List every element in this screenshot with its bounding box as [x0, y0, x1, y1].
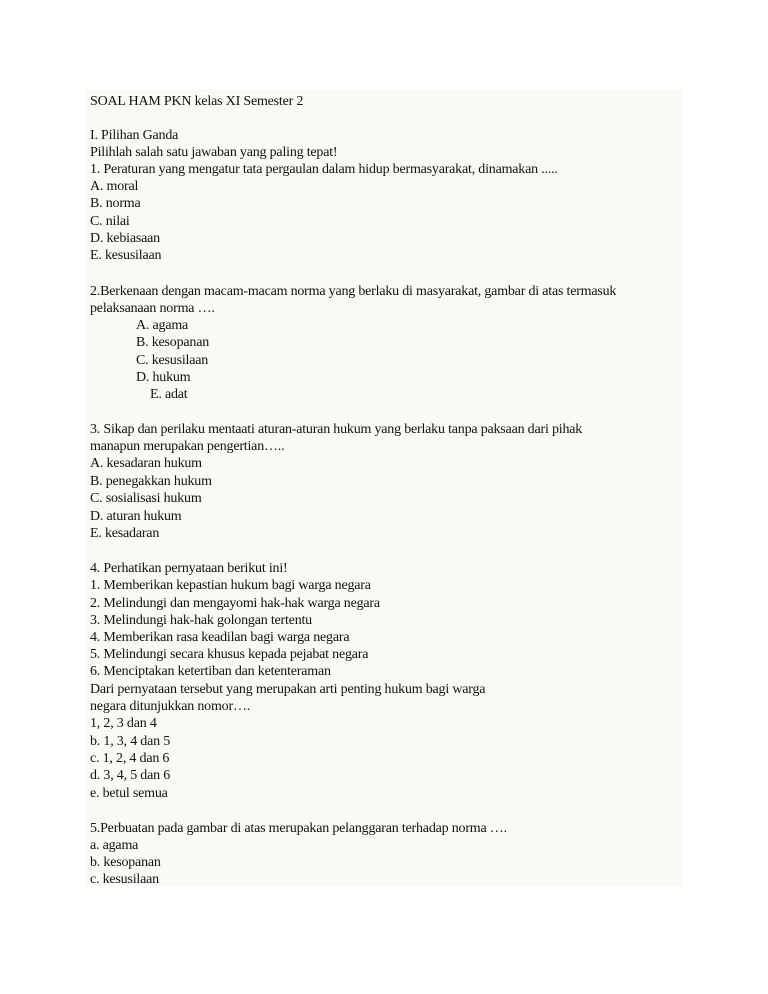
question-4-statement-2: 2. Melindungi dan mengayomi hak-hak warga negara — [90, 596, 380, 611]
question-4-statement-3: 3. Melindungi hak-hak golongan tertentu — [90, 613, 312, 628]
question-5-option-c: c. kesusilaan — [90, 872, 159, 887]
question-1-option-d: D. kebiasaan — [90, 231, 160, 246]
question-3-stem-line-1: 3. Sikap dan perilaku mentaati aturan-aturan hukum yang berlaku tanpa paksaan dari pihak — [90, 422, 583, 437]
question-2-option-e: E. adat — [150, 387, 188, 402]
question-4-option-c: c. 1, 2, 4 dan 6 — [90, 751, 170, 766]
question-4-question-line-2: negara ditunjukkan nomor…. — [90, 699, 251, 714]
question-4-statement-4: 4. Memberikan rasa keadilan bagi warga negara — [90, 630, 350, 645]
question-4-question-line-1: Dari pernyataan tersebut yang merupakan arti penting hukum bagi warga — [90, 682, 486, 697]
instruction-text: Pilihlah salah satu jawaban yang paling tepat! — [90, 145, 338, 160]
question-3-option-b: B. penegakkan hukum — [90, 474, 212, 489]
question-4-option-d: d. 3, 4, 5 dan 6 — [90, 768, 171, 783]
question-4-statement-5: 5. Melindungi secara khusus kepada pejabat negara — [90, 647, 369, 662]
question-4-statement-6: 6. Menciptakan ketertiban dan ketenteraman — [90, 664, 331, 679]
question-4-option-a: 1, 2, 3 dan 4 — [90, 716, 157, 731]
question-3-option-d: D. aturan hukum — [90, 509, 182, 524]
section-heading: I. Pilihan Ganda — [90, 128, 179, 143]
question-2-option-a: A. agama — [136, 318, 189, 333]
question-3-option-e: E. kesadaran — [90, 526, 160, 541]
question-5-option-b: b. kesopanan — [90, 855, 161, 870]
question-4-option-b: b. 1, 3, 4 dan 5 — [90, 734, 171, 749]
question-2-stem-line-2: pelaksanaan norma …. — [90, 301, 215, 316]
question-1-option-b: B. norma — [90, 196, 141, 211]
question-3-option-a: A. kesadaran hukum — [90, 456, 202, 471]
question-4-stem: 4. Perhatikan pernyataan berikut ini! — [90, 561, 288, 576]
question-2-option-d: D. hukum — [136, 370, 191, 385]
question-4-statement-1: 1. Memberikan kepastian hukum bagi warga negara — [90, 578, 371, 593]
question-4-option-e: e. betul semua — [90, 786, 168, 801]
question-3-option-c: C. sosialisasi hukum — [90, 491, 202, 506]
question-2-stem-line-1: 2.Berkenaan dengan macam-macam norma yang berlaku di masyarakat, gambar di atas termasuk — [90, 284, 617, 299]
question-1-option-e: E. kesusilaan — [90, 248, 162, 263]
question-1-option-a: A. moral — [90, 179, 139, 194]
question-5-option-a: a. agama — [90, 838, 139, 853]
question-2-option-c: C. kesusilaan — [136, 353, 209, 368]
question-2-option-b: B. kesopanan — [136, 335, 210, 350]
question-3-stem-line-2: manapun merupakan pengertian….. — [90, 439, 285, 454]
question-1-stem: 1. Peraturan yang mengatur tata pergaulan dalam hidup bermasyarakat, dinamakan ..... — [90, 162, 558, 177]
question-1-option-c: C. nilai — [90, 214, 130, 229]
question-5-stem: 5.Perbuatan pada gambar di atas merupakan pelanggaran terhadap norma …. — [90, 821, 507, 836]
document-title: SOAL HAM PKN kelas XI Semester 2 — [90, 94, 304, 109]
